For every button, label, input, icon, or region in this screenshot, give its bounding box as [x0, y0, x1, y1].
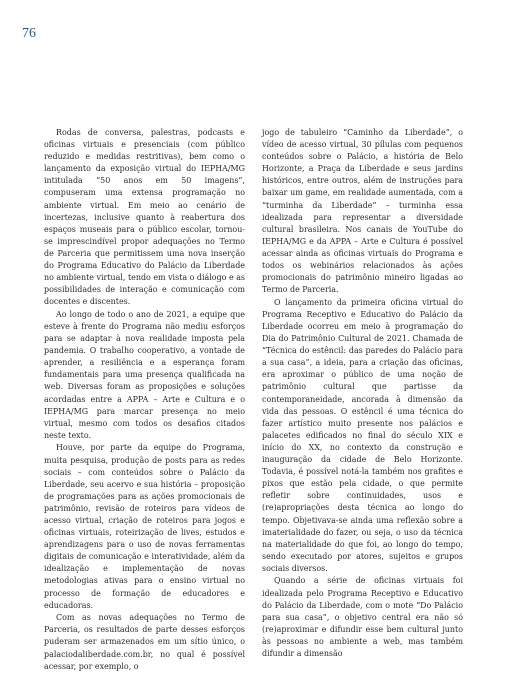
page-number: 76: [22, 26, 36, 41]
paragraph: Houve, por parte da equipe do Programa, muita pesquisa, produção de posts para as redes sociais – com conteúdos sobre o Palácio da Liberdade, seu acervo e sua história – proposição de programações para as ações promocionais de patrimônio, revisão de roteiros para vídeos de acesso virtual, criação de roteiros para jogos e oficinas virtuais, roteirização de lives, estudos e aprendizagens para o uso de novas ferramentas digitais de comunicação e interatividade, além da idealização e implementação de novas metodologias ativas para o ensino virtual no processo de formação de educadores e educadoras.: [44, 443, 245, 610]
paragraph: Quando a série de oficinas virtuais foi idealizada pelo Programa Receptivo e Educativo do Palácio da Liberdade, com o mote “Do Palácio para sua casa”, o objetivo central era não só (re)aproximar e difundir esse bem cultural junto às pessoas no ambiente a web, mas também difundir a dimensão: [262, 576, 463, 659]
paragraph-continued: jogo de tabuleiro “Caminho da Liberdade”, o vídeo de acesso virtual, 30 pílulas com pequenos conteúdos sobre o Palácio, a história de Belo Horizonte, a Praça da Liberdade e seus jardins históricos, entre outros, além de instruções para baixar um game, em realidade aumentada, com a “turminha da Liberdade” – turminha essa idealizada para representar a diversidade cultural brasileira. Nos canais de YouTube do IEPHA/MG e da APPA – Arte e Cultura é possível acessar ainda as oficinas virtuais do Programa e todos os webinários relacionados às ações promocionais do patrimônio mineiro ligadas ao Termo de Parceria.: [262, 128, 463, 295]
left-text-column: [44, 127, 245, 673]
paragraph: Rodas de conversa, palestras, podcasts e oficinas virtuais e presenciais (com público reduzido e medidas restritivas), bem como o lançamento da exposição virtual do IEPHA/MG intitulada “50 anos em 50 imagens”, compuseram uma extensa programação no ambiente virtual. Em meio ao cenário de incertezas, inclusive quanto à reabertura dos espaços museais para o público escolar, tornou-se imprescindível propor adequações no Termo de Parceria que permitissem uma nova inserção do Programa Educativo do Palácio da Liberdade no ambiente virtual, tendo em vista o diálogo e as possibilidades de interação e comunicação com docentes e discentes.: [44, 128, 245, 307]
right-text-column: [262, 127, 463, 660]
paragraph: Com as novas adequações no Termo de Parceria, os resultados de parte desses esforços puderam ser armazenados em um sítio único, o palaciodaliberdade.com.br, no qual é possível acessar, por exemplo, o: [44, 613, 245, 671]
paragraph: O lançamento da primeira oficina virtual do Programa Receptivo e Educativo do Palácio da Liberdade ocorreu em meio à programação do Dia do Patrimônio Cultural de 2021. Chamada de “Técnica do estêncil: das paredes do Palácio para a sua casa”, a ideia, para a criação das oficinas, era aproximar o público de uma noção de patrimônio cultural que partisse da contemporaneidade, ancorada à dimensão da vida das pessoas. O estêncil é uma técnica do fazer artístico muito presente nos palácios e palacetes edificados no final do século XIX e início do XX, no contexto da construção e inauguração da cidade de Belo Horizonte. Todavia, é possível notá-la também nos grafites e pixos que estão pela cidade, o que permite refletir sobre continuidades, usos e (re)apropriações desta técnica ao longo do tempo. Objetivava-se ainda uma reflexão sobre a imaterialidade do fazer, ou seja, o uso da técnica na materialidade do que foi, ao longo do tempo, sendo executado por atores, sujeitos e grupos sociais diversos.: [262, 297, 463, 573]
paragraph: Ao longo de todo o ano de 2021, a equipe que esteve à frente do Programa não mediu esforços para se adaptar à nova realidade imposta pela pandemia. O trabalho cooperativo, a vontade de aprender, a resiliência e a esperança foram fundamentais para uma presença qualificada na web. Diversas foram as proposições e soluções acordadas entre a APPA – Arte e Cultura e o IEPHA/MG para marcar presença no meio virtual, mesmo com todos os desafios citados neste texto.: [44, 309, 245, 440]
